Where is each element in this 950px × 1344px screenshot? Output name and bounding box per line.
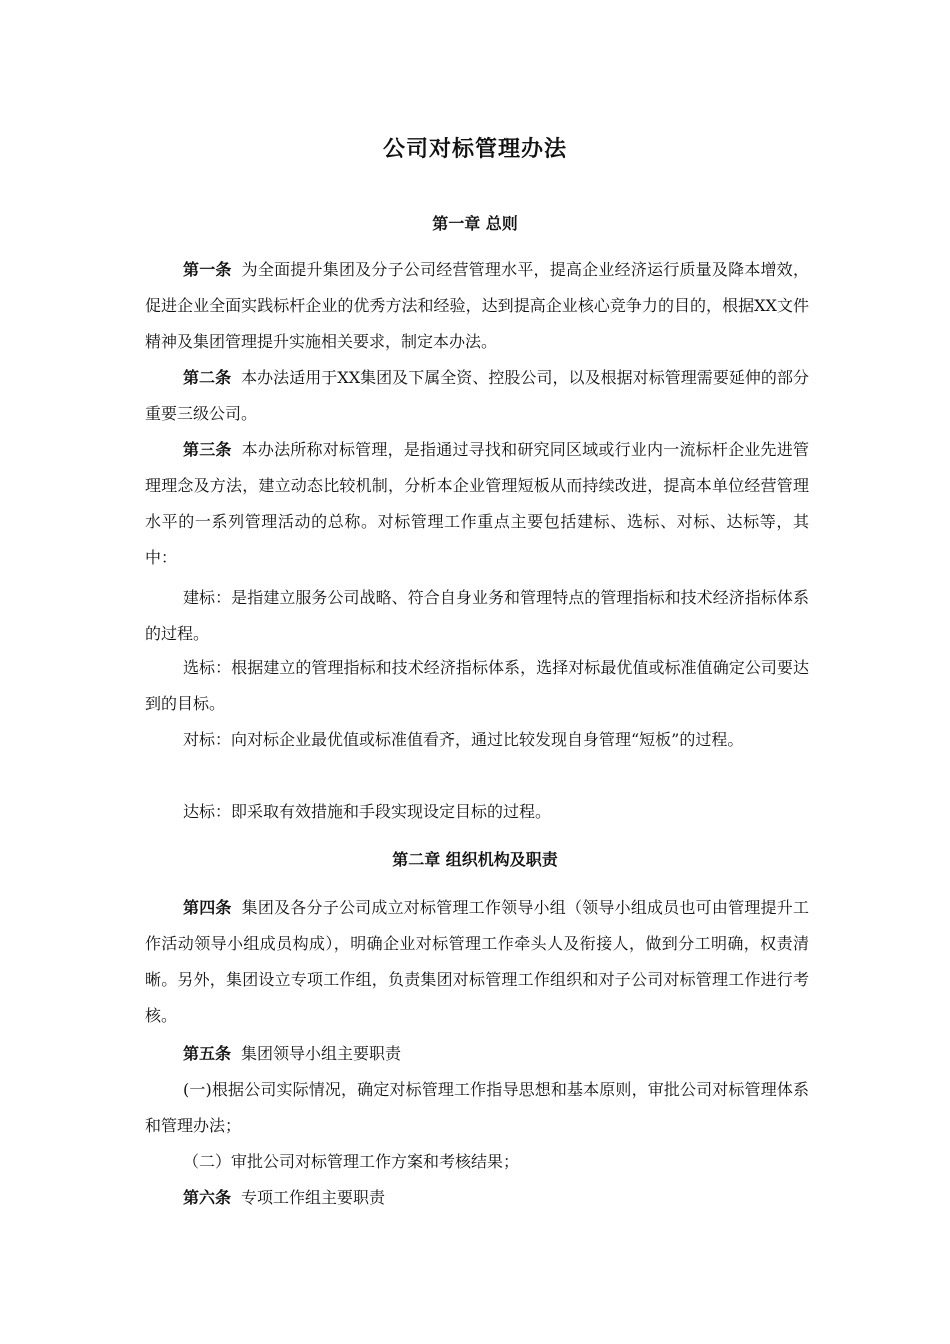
article-6-label: 第六条 bbox=[183, 1188, 232, 1207]
article-4-text: 集团及各分子公司成立对标管理工作领导小组（领导小组成员也可由管理提升工作活动领导小组成员构成），明确企业对标管理工作牵头人及衔接人，做到分工明确，权责清晰。另外，集团设立专项工作组，负责集团对标管理工作组织和对子公司对标管理工作进行考核。 bbox=[145, 898, 809, 1025]
definition-compare: 对标：向对标企业最优值或标准值看齐，通过比较发现自身管理“短板”的过程。 bbox=[183, 730, 744, 749]
article-5 bbox=[145, 1036, 809, 1072]
article-1-text: 为全面提升集团及分子公司经营管理水平，提高企业经济运行质量及降本增效，促进企业全面实践标杆企业的优秀方法和经验，达到提高企业核心竞争力的目的，根据XX文件精神及集团管理提升实施相关要求，制定本办法。 bbox=[145, 260, 809, 351]
list-item-2: （二）审批公司对标管理工作方案和考核结果； bbox=[183, 1152, 520, 1171]
article-4 bbox=[145, 890, 809, 1034]
article-2 bbox=[145, 360, 809, 432]
list-item-1: (一)根据公司实际情况，确定对标管理工作指导思想和基本原则，审批公司对标管理体系和管理办法； bbox=[145, 1080, 809, 1135]
definition-build: 建标：是指建立服务公司战略、符合自身业务和管理特点的管理指标和技术经济指标体系的过程。 bbox=[145, 588, 809, 643]
definition-select: 选标：根据建立的管理指标和技术经济指标体系，选择对标最优值或标准值确定公司要达到的目标。 bbox=[145, 658, 809, 713]
article-5-label: 第五条 bbox=[183, 1044, 232, 1063]
article-1 bbox=[145, 252, 809, 360]
article-4-label: 第四条 bbox=[183, 898, 232, 917]
article-6 bbox=[145, 1180, 809, 1216]
article-3 bbox=[145, 432, 809, 576]
article-5-text: 集团领导小组主要职责 bbox=[241, 1044, 402, 1063]
article-2-text: 本办法适用于XX集团及下属全资、控股公司，以及根据对标管理需要延伸的部分重要三级公司。 bbox=[145, 368, 809, 423]
chapter-2-heading: 第二章 组织机构及职责 bbox=[392, 850, 558, 869]
page-title: 公司对标管理办法 bbox=[382, 136, 567, 162]
article-3-text: 本办法所称对标管理，是指通过寻找和研究同区域或行业内一流标杆企业先进管理理念及方法，建立动态比较机制，分析本企业管理短板从而持续改进，提高本单位经营管理水平的一系列管理活动的总称。对标管理工作重点主要包括建标、选标、对标、达标等，其中： bbox=[145, 440, 809, 567]
definition-reach: 达标：即采取有效措施和手段实现设定目标的过程。 bbox=[183, 802, 552, 821]
article-2-label: 第二条 bbox=[183, 368, 232, 387]
article-1-label: 第一条 bbox=[183, 260, 232, 279]
chapter-1-heading: 第一章 总则 bbox=[432, 214, 518, 233]
article-3-label: 第三条 bbox=[183, 440, 232, 459]
article-6-text: 专项工作组主要职责 bbox=[241, 1188, 386, 1207]
